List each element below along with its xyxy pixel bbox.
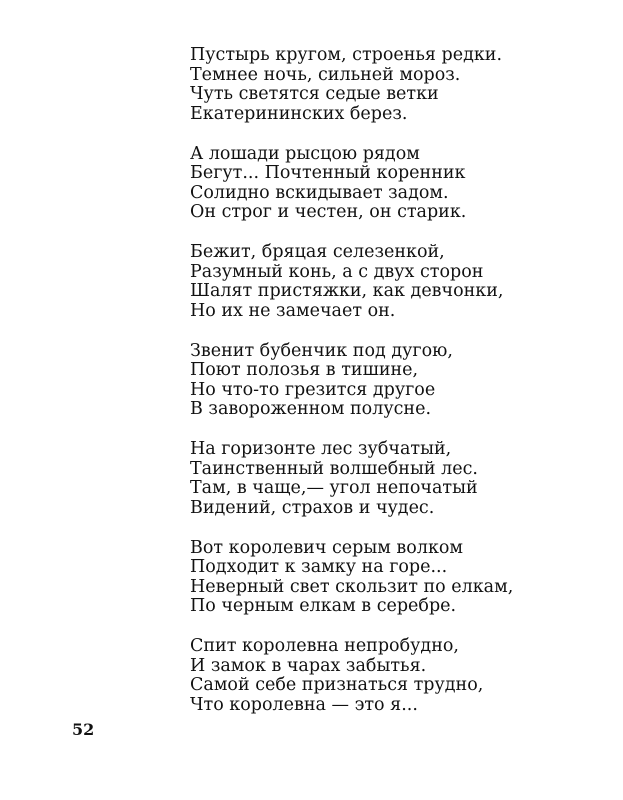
stanza-2 — [190, 145, 610, 223]
poem-line: Неверный свет скользит по елкам, — [190, 576, 514, 597]
page-number: 52 — [72, 720, 95, 739]
poem-line: Подходит к замку на горе... — [190, 557, 448, 577]
stanza-6 — [190, 539, 610, 617]
poem-line: Пустырь кругом, строенья редки. — [190, 45, 503, 65]
poem-line: Солидно вскидывает задом. — [190, 182, 449, 203]
stanza-7 — [190, 637, 610, 715]
poem — [190, 46, 610, 736]
poem-line: По черным елкам в серебре. — [190, 596, 457, 616]
poem-line: Темнее ночь, сильней мороз. — [190, 64, 461, 85]
poem-line: Чуть светятся седые ветки — [190, 84, 439, 104]
poem-line: Что королевна — это я... — [190, 694, 418, 715]
poem-line: Шалят пристяжки, как девчонки, — [190, 281, 504, 301]
stanza-3 — [190, 243, 610, 321]
poem-line: Бегут... Почтенный коренник — [190, 163, 466, 183]
poem-line: И замок в чарах забытья. — [190, 655, 427, 676]
poem-line: Бежит, бряцая селезенкой, — [190, 242, 445, 262]
stanza-5 — [190, 440, 610, 518]
stanza-1 — [190, 46, 610, 124]
poem-line: А лошади рысцою рядом — [190, 143, 420, 164]
poem-line: Разумный конь, а с двух сторон — [190, 261, 484, 282]
poem-line: На горизонте лес зубчатый, — [190, 439, 452, 459]
poem-line: Таинственный волшебный лес. — [190, 458, 478, 479]
poem-line: Екатерининских берез. — [190, 103, 408, 124]
poem-line: Звенит бубенчик под дугою, — [190, 340, 453, 361]
poem-line: Он строг и честен, он старик. — [190, 202, 467, 222]
poem-line: Там, в чаще,— угол непочатый — [190, 478, 478, 498]
poem-line: Видений, страхов и чудес. — [190, 497, 435, 518]
stanza-4 — [190, 342, 610, 420]
poem-line: Но что-то грезится другое — [190, 379, 436, 400]
poem-line: Спит королевна непробудно, — [190, 636, 459, 656]
poem-line: Но их не замечает он. — [190, 300, 396, 321]
poem-line: Самой себе признаться трудно, — [190, 675, 484, 695]
poem-line: Вот королевич серым волком — [190, 537, 464, 558]
poem-line: В завороженном полусне. — [190, 399, 432, 419]
poem-line: Поют полозья в тишине, — [190, 360, 419, 380]
